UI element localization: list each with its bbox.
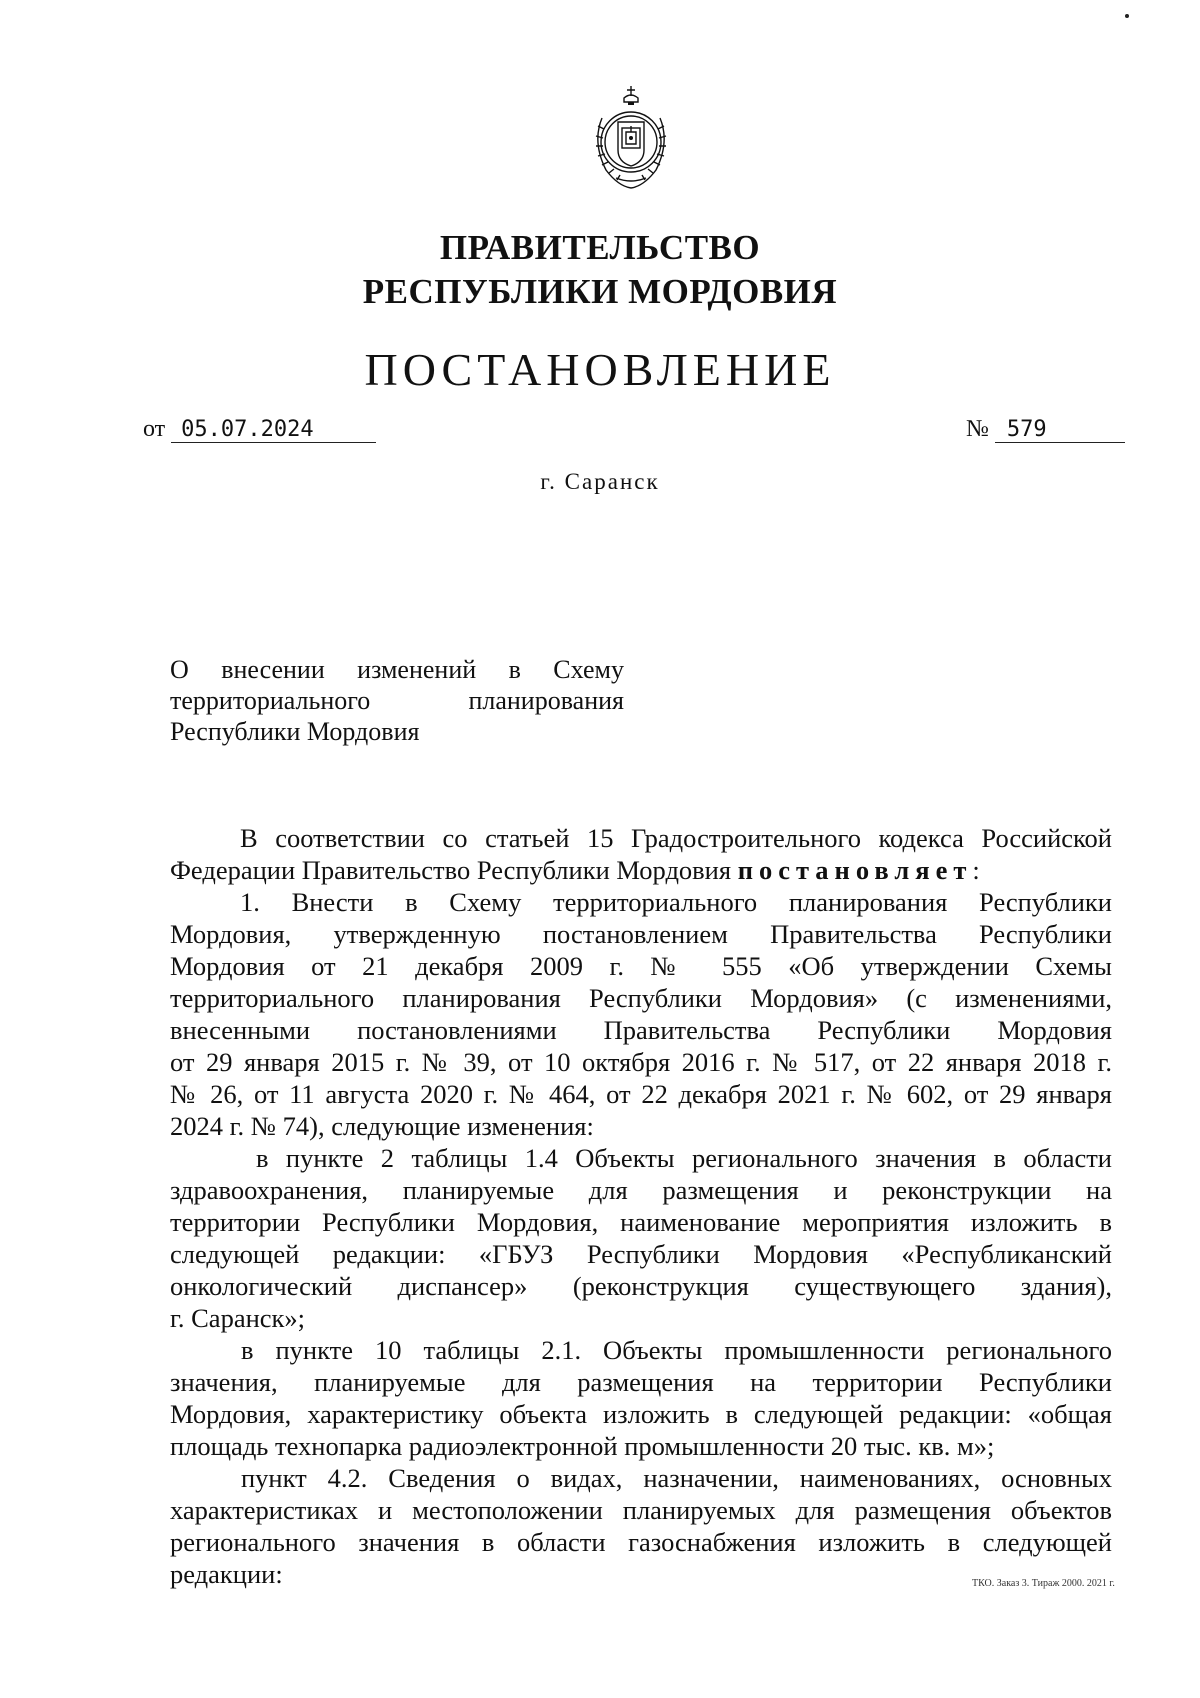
body-line: регионального значения в области газоснабжения изложить в следующей bbox=[170, 1527, 1112, 1557]
body-line: территориального планирования Республики Мордовия» (с изменениями, bbox=[170, 983, 1112, 1013]
body-line-part: Федерации Правительство Республики Мордовия bbox=[170, 855, 738, 885]
body-line: Мордовия, характеристику объекта изложить в следующей редакции: «общая bbox=[170, 1399, 1112, 1429]
body-line: редакции: bbox=[170, 1559, 283, 1589]
subject-line: О внесении изменений в Схему bbox=[170, 655, 624, 684]
body-line: № 26, от 11 августа 2020 г. № 464, от 22 декабря 2021 г. № 602, от 29 января bbox=[170, 1079, 1112, 1109]
body-line: Мордовия, утвержденную постановлением Правительства Республики bbox=[170, 919, 1112, 949]
scan-mark bbox=[1125, 14, 1129, 18]
decree-verb: постановляет bbox=[737, 855, 973, 885]
number-value: 579 bbox=[995, 418, 1125, 443]
date-field bbox=[143, 414, 376, 444]
document-type: ПОСТАНОВЛЕНИЕ bbox=[364, 344, 836, 395]
coat-of-arms-icon bbox=[582, 82, 680, 194]
body-line: территории Республики Мордовия, наименование мероприятия изложить в bbox=[170, 1207, 1112, 1237]
body-line bbox=[170, 854, 1112, 886]
subject-block bbox=[170, 654, 624, 747]
subject-line: территориального планирования bbox=[170, 686, 624, 715]
body-line: онкологический диспансер» (реконструкция существующего здания), bbox=[170, 1271, 1112, 1301]
subject-line: Республики Мордовия bbox=[170, 717, 420, 746]
number-field bbox=[966, 414, 1125, 444]
body-line: г. Саранск»; bbox=[170, 1303, 306, 1333]
body-text bbox=[170, 822, 1112, 1590]
city: г. Саранск bbox=[540, 469, 660, 494]
number-prefix: № bbox=[966, 416, 989, 442]
body-line: в пункте 10 таблицы 2.1. Объекты промышленности регионального bbox=[241, 1335, 1112, 1365]
government-title-line1: ПРАВИТЕЛЬСТВО bbox=[439, 228, 761, 267]
body-line: в пункте 2 таблицы 1.4 Объекты регионального значения в области bbox=[256, 1143, 1112, 1173]
government-title-line2: РЕСПУБЛИКИ МОРДОВИЯ bbox=[362, 272, 838, 311]
print-note: ТКО. Заказ 3. Тираж 2000. 2021 г. bbox=[972, 1578, 1115, 1589]
body-line-part: : bbox=[972, 855, 980, 885]
body-line: от 29 января 2015 г. № 39, от 10 октября 2016 г. № 517, от 22 января 2018 г. bbox=[170, 1047, 1112, 1077]
body-line: внесенными постановлениями Правительства Республики Мордовия bbox=[170, 1015, 1112, 1045]
body-line: 1. Внести в Схему территориального планирования Республики bbox=[240, 887, 1112, 917]
body-line: характеристиках и местоположении планируемых для размещения объектов bbox=[170, 1495, 1112, 1525]
body-line: Мордовия от 21 декабря 2009 г. № 555 «Об утверждении Схемы bbox=[170, 951, 1112, 981]
date-prefix: от bbox=[143, 416, 166, 442]
date-value: 05.07.2024 bbox=[171, 418, 376, 443]
body-line: здравоохранения, планируемые для размещения и реконструкции на bbox=[170, 1175, 1112, 1205]
body-line: пункт 4.2. Сведения о видах, назначении, наименованиях, основных bbox=[241, 1463, 1112, 1493]
body-line: площадь технопарка радиоэлектронной промышленности 20 тыс. кв. м»; bbox=[170, 1431, 995, 1461]
body-line: 2024 г. № 74), следующие изменения: bbox=[170, 1111, 594, 1141]
body-line: следующей редакции: «ГБУЗ Республики Мордовия «Республиканский bbox=[170, 1239, 1112, 1269]
body-line: В соответствии со статьей 15 Градостроительного кодекса Российской bbox=[240, 823, 1112, 853]
body-line: значения, планируемые для размещения на территории Республики bbox=[170, 1367, 1112, 1397]
